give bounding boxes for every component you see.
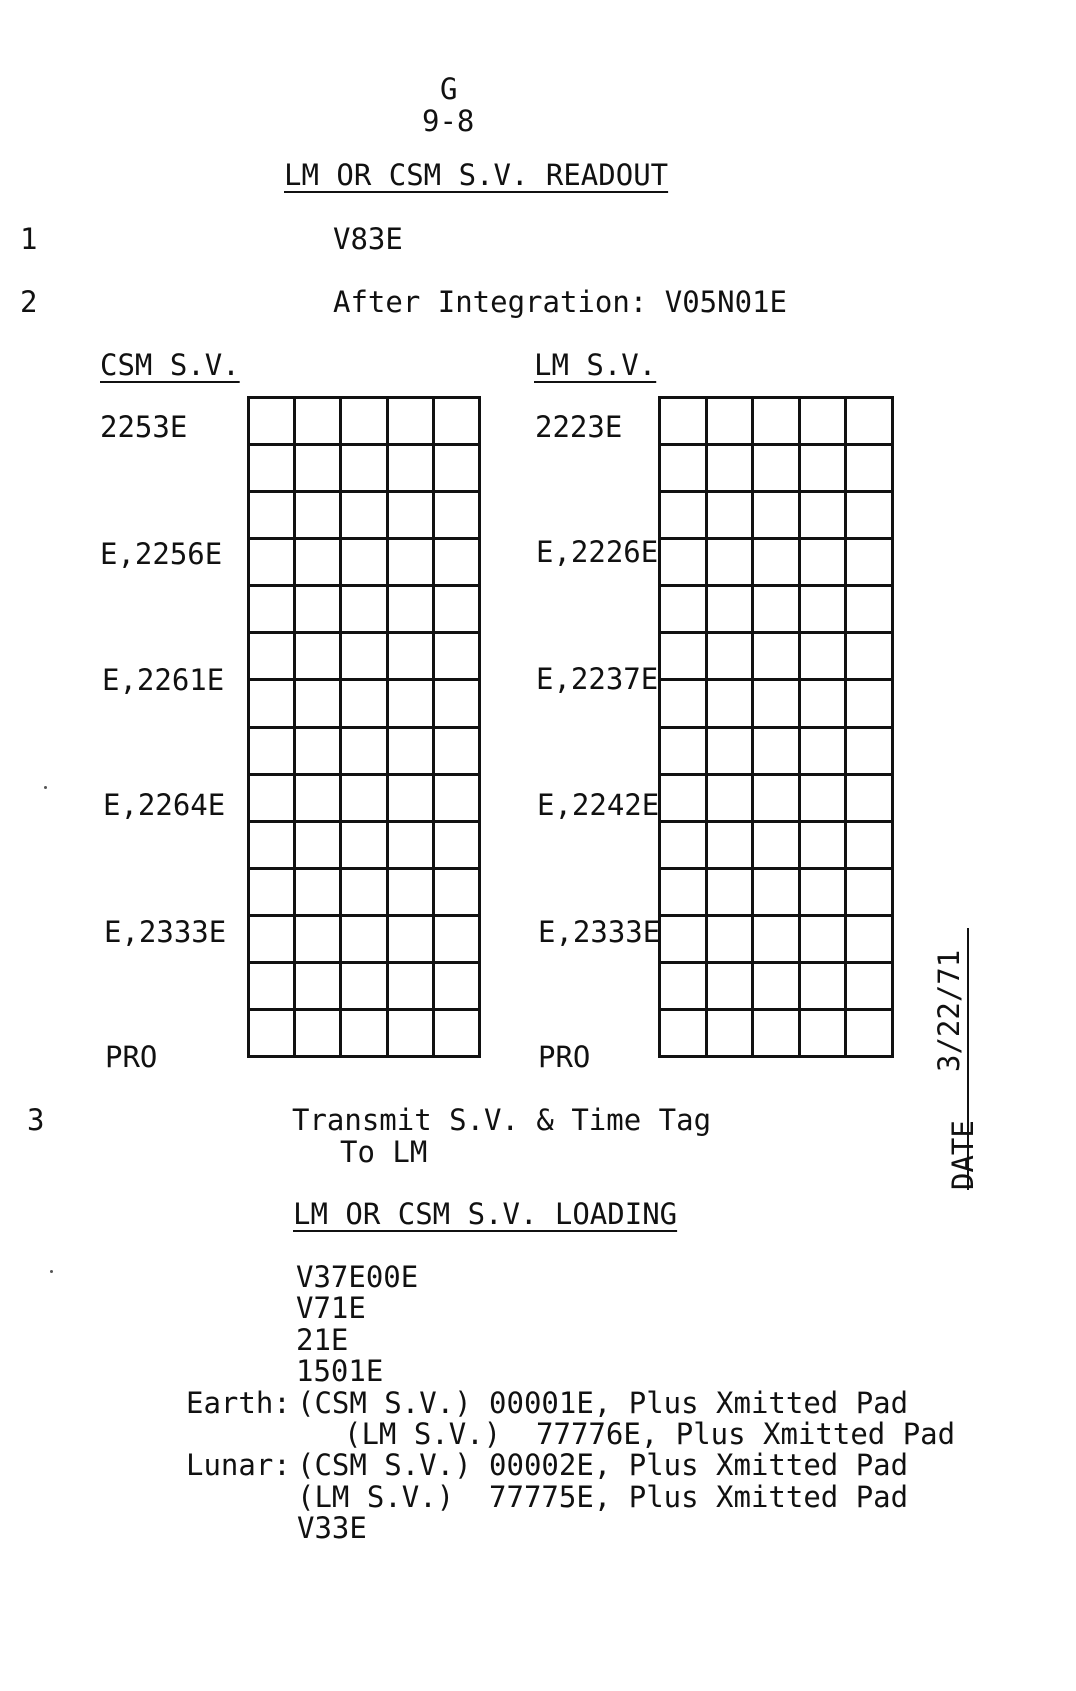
grid-cell (389, 917, 435, 964)
page-number: 9-8 (422, 104, 475, 138)
earth-csm-line: (CSM S.V.) 00001E, Plus Xmitted Pad (297, 1386, 909, 1420)
grid-cell (342, 446, 388, 493)
grid-cell (296, 823, 342, 870)
grid-cell (661, 964, 708, 1011)
grid-cell (754, 776, 801, 823)
grid-cell (250, 681, 296, 728)
grid-cell (435, 776, 481, 823)
grid-cell (389, 493, 435, 540)
lm-entry-grid (658, 396, 894, 1058)
grid-cell (389, 776, 435, 823)
grid-cell (754, 540, 801, 587)
grid-cell (801, 1011, 848, 1058)
grid-cell (708, 587, 755, 634)
grid-cell (342, 917, 388, 964)
grid-cell (250, 493, 296, 540)
grid-cell (754, 493, 801, 540)
grid-cell (389, 823, 435, 870)
grid-cell (342, 729, 388, 776)
grid-cell (296, 399, 342, 446)
grid-cell (661, 446, 708, 493)
grid-cell (661, 776, 708, 823)
grid-cell (250, 399, 296, 446)
loading-line-4: 1501E (296, 1354, 384, 1388)
grid-cell (661, 493, 708, 540)
step-2-text: After Integration: V05N01E (333, 285, 787, 319)
grid-cell (801, 964, 848, 1011)
lunar-label: Lunar: (186, 1448, 291, 1482)
grid-cell (801, 681, 848, 728)
grid-cell (342, 493, 388, 540)
grid-cell (250, 776, 296, 823)
grid-cell (296, 446, 342, 493)
grid-cell (342, 823, 388, 870)
grid-cell (754, 870, 801, 917)
grid-cell (847, 776, 894, 823)
grid-cell (296, 776, 342, 823)
grid-cell (754, 681, 801, 728)
grid-cell (435, 634, 481, 681)
csm-label-3: E,2261E (102, 663, 225, 697)
lm-label-2: E,2226E (536, 535, 659, 569)
grid-cell (754, 587, 801, 634)
csm-label-2: E,2256E (100, 537, 223, 571)
grid-cell (847, 1011, 894, 1058)
grid-cell (754, 446, 801, 493)
csm-sv-heading: CSM S.V. (100, 348, 240, 382)
grid-cell (342, 399, 388, 446)
grid-cell (708, 681, 755, 728)
grid-cell (435, 540, 481, 587)
csm-label-1: 2253E (100, 410, 188, 444)
grid-cell (708, 399, 755, 446)
grid-cell (296, 587, 342, 634)
grid-cell (389, 964, 435, 1011)
grid-cell (435, 681, 481, 728)
grid-cell (296, 493, 342, 540)
step-2-number: 2 (20, 285, 38, 319)
grid-cell (389, 681, 435, 728)
grid-cell (661, 634, 708, 681)
grid-cell (435, 446, 481, 493)
lm-label-3: E,2237E (536, 662, 659, 696)
grid-cell (435, 917, 481, 964)
grid-cell (708, 729, 755, 776)
grid-cell (708, 493, 755, 540)
grid-cell (389, 540, 435, 587)
grid-cell (250, 587, 296, 634)
grid-cell (801, 446, 848, 493)
grid-cell (661, 1011, 708, 1058)
grid-cell (661, 729, 708, 776)
grid-cell (847, 587, 894, 634)
grid-cell (661, 681, 708, 728)
grid-cell (342, 540, 388, 587)
loading-title: LM OR CSM S.V. LOADING (293, 1197, 678, 1231)
grid-cell (296, 1011, 342, 1058)
grid-cell (435, 399, 481, 446)
scan-speck (50, 1270, 53, 1273)
grid-cell (708, 1011, 755, 1058)
lm-label-4: E,2242E (537, 788, 660, 822)
grid-cell (754, 634, 801, 681)
grid-cell (342, 964, 388, 1011)
grid-cell (250, 1011, 296, 1058)
grid-cell (801, 493, 848, 540)
grid-cell (847, 446, 894, 493)
earth-label: Earth: (186, 1386, 291, 1420)
grid-cell (801, 870, 848, 917)
grid-cell (250, 540, 296, 587)
lm-sv-heading: LM S.V. (534, 348, 657, 382)
lm-label-5: E,2333E (538, 915, 661, 949)
grid-cell (296, 870, 342, 917)
grid-cell (661, 917, 708, 964)
grid-cell (847, 493, 894, 540)
grid-cell (435, 729, 481, 776)
grid-cell (342, 634, 388, 681)
step-1-number: 1 (20, 222, 38, 256)
grid-cell (296, 540, 342, 587)
loading-line-2: V71E (296, 1291, 366, 1325)
section-letter: G (440, 72, 458, 106)
grid-cell (708, 446, 755, 493)
grid-cell (661, 823, 708, 870)
grid-cell (435, 823, 481, 870)
grid-cell (342, 681, 388, 728)
grid-cell (296, 634, 342, 681)
grid-cell (801, 776, 848, 823)
grid-cell (847, 681, 894, 728)
date-value: 3/22/71 (932, 949, 966, 1072)
lm-label-1: 2223E (535, 410, 623, 444)
grid-cell (250, 729, 296, 776)
grid-cell (296, 729, 342, 776)
csm-label-4: E,2264E (103, 788, 226, 822)
step-3-line-1: Transmit S.V. & Time Tag (292, 1103, 712, 1137)
csm-label-5: E,2333E (104, 915, 227, 949)
grid-cell (250, 634, 296, 681)
scan-speck (44, 786, 47, 789)
grid-cell (754, 1011, 801, 1058)
grid-cell (847, 634, 894, 681)
grid-cell (708, 634, 755, 681)
grid-cell (296, 681, 342, 728)
grid-cell (754, 964, 801, 1011)
grid-cell (847, 870, 894, 917)
grid-cell (754, 399, 801, 446)
grid-cell (661, 540, 708, 587)
grid-cell (708, 870, 755, 917)
grid-cell (801, 540, 848, 587)
grid-cell (435, 964, 481, 1011)
grid-cell (708, 964, 755, 1011)
loading-line-3: 21E (296, 1323, 349, 1357)
grid-cell (389, 587, 435, 634)
grid-cell (250, 446, 296, 493)
final-line: V33E (297, 1511, 367, 1545)
grid-cell (708, 776, 755, 823)
grid-cell (801, 729, 848, 776)
step-1-text: V83E (333, 222, 403, 256)
grid-cell (250, 964, 296, 1011)
grid-cell (847, 964, 894, 1011)
grid-cell (389, 1011, 435, 1058)
lunar-lm-line: (LM S.V.) 77775E, Plus Xmitted Pad (297, 1480, 909, 1514)
grid-cell (708, 823, 755, 870)
grid-cell (435, 870, 481, 917)
readout-title: LM OR CSM S.V. READOUT (284, 158, 669, 192)
lunar-csm-line: (CSM S.V.) 00002E, Plus Xmitted Pad (297, 1448, 909, 1482)
grid-cell (296, 964, 342, 1011)
grid-cell (342, 587, 388, 634)
grid-cell (708, 540, 755, 587)
grid-cell (435, 493, 481, 540)
grid-cell (801, 399, 848, 446)
grid-cell (389, 870, 435, 917)
grid-cell (801, 823, 848, 870)
grid-cell (661, 399, 708, 446)
grid-cell (801, 587, 848, 634)
grid-cell (435, 587, 481, 634)
grid-cell (296, 917, 342, 964)
grid-cell (661, 870, 708, 917)
earth-lm-line: (LM S.V.) 77776E, Plus Xmitted Pad (344, 1417, 956, 1451)
grid-cell (389, 634, 435, 681)
grid-cell (342, 870, 388, 917)
grid-cell (389, 399, 435, 446)
grid-cell (754, 823, 801, 870)
grid-cell (847, 399, 894, 446)
grid-cell (754, 729, 801, 776)
lm-label-6: PRO (538, 1040, 591, 1074)
grid-cell (250, 917, 296, 964)
grid-cell (801, 634, 848, 681)
grid-cell (847, 540, 894, 587)
grid-cell (250, 870, 296, 917)
grid-cell (342, 1011, 388, 1058)
grid-cell (342, 776, 388, 823)
step-3-number: 3 (27, 1103, 45, 1137)
date-label: DATE (946, 1120, 980, 1190)
grid-cell (801, 917, 848, 964)
grid-cell (661, 587, 708, 634)
csm-label-6: PRO (105, 1040, 158, 1074)
grid-cell (389, 446, 435, 493)
grid-cell (250, 823, 296, 870)
grid-cell (847, 917, 894, 964)
grid-cell (708, 917, 755, 964)
grid-cell (754, 917, 801, 964)
grid-cell (435, 1011, 481, 1058)
grid-cell (847, 823, 894, 870)
grid-cell (389, 729, 435, 776)
loading-line-1: V37E00E (296, 1260, 419, 1294)
csm-entry-grid (247, 396, 481, 1058)
step-3-line-2: To LM (340, 1135, 428, 1169)
grid-cell (847, 729, 894, 776)
